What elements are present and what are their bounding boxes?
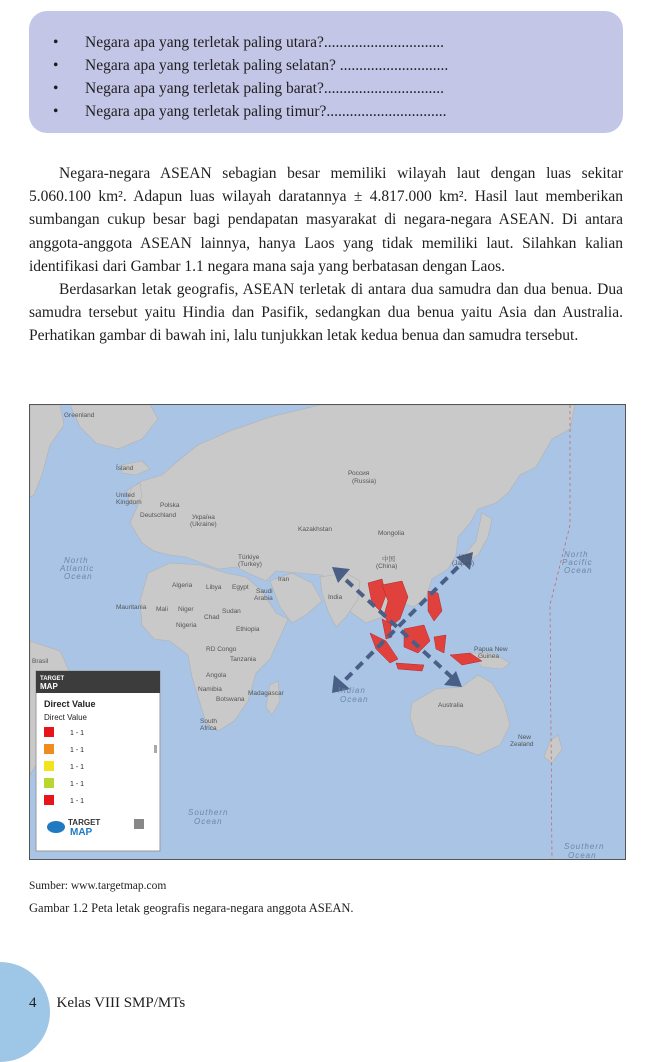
label-drc: RD Congo bbox=[206, 646, 237, 653]
label-ukraine-en: (Ukraine) bbox=[190, 521, 217, 528]
legend-brand-bottom: TARGET bbox=[68, 818, 101, 827]
asean-map bbox=[29, 404, 626, 860]
label-germany: Deutschland bbox=[140, 512, 177, 519]
legend-swatch bbox=[44, 727, 54, 737]
label-uk-2: Kingdom bbox=[116, 499, 142, 506]
body-text bbox=[29, 162, 623, 348]
legend-brand-top-2: MAP bbox=[40, 682, 58, 691]
legend-swatch bbox=[44, 744, 54, 754]
legend-title: Direct Value bbox=[44, 699, 96, 709]
label-southern: Southern bbox=[188, 808, 229, 817]
question-item: • Negara apa yang terletak paling timur?............................... bbox=[53, 100, 623, 123]
question-list bbox=[29, 11, 623, 123]
label-mongolia: Mongolia bbox=[378, 530, 405, 537]
label-angola: Angola bbox=[206, 672, 227, 679]
page-number: 4 bbox=[29, 995, 37, 1011]
label-india: India bbox=[328, 594, 343, 601]
target-logo-icon bbox=[47, 821, 65, 833]
legend-scrollbar[interactable] bbox=[154, 745, 157, 753]
bullet-icon: • bbox=[53, 80, 59, 97]
label-japan-en: (Japan) bbox=[452, 560, 475, 567]
label-southern-right: Southern bbox=[564, 842, 605, 851]
bullet-icon: • bbox=[53, 34, 59, 51]
label-southern-2: Ocean bbox=[194, 817, 223, 826]
label-kazakhstan: Kazakhstan bbox=[298, 526, 332, 533]
legend-item-label: 1 - 1 bbox=[70, 730, 85, 737]
legend-item-label: 1 - 1 bbox=[70, 798, 85, 805]
label-greenland: Greenland bbox=[64, 412, 95, 419]
label-poland: Polska bbox=[160, 502, 180, 509]
label-ethiopia: Ethiopia bbox=[236, 626, 260, 633]
label-new-zealand-2: Zealand bbox=[510, 741, 534, 748]
legend-brand-top: TARGET bbox=[40, 676, 65, 682]
label-south-africa-2: Africa bbox=[200, 725, 217, 732]
legend-swatch bbox=[44, 795, 54, 805]
map-legend bbox=[36, 671, 160, 851]
legend-item-label: 1 - 1 bbox=[70, 764, 85, 771]
book-title: Kelas VIII SMP/MTs bbox=[56, 995, 186, 1011]
image-source: Sumber: www.targetmap.com bbox=[29, 880, 167, 892]
label-sudan: Sudan bbox=[222, 608, 241, 615]
question-item: • Negara apa yang terletak paling selatan? ............................ bbox=[53, 54, 623, 77]
label-uk: United bbox=[116, 492, 135, 499]
legend-item-label: 1 - 1 bbox=[70, 747, 85, 754]
question-item: • Negara apa yang terletak paling utara?............................... bbox=[53, 31, 623, 54]
label-saudi-2: Arabia bbox=[254, 595, 273, 602]
label-japan: 日本 bbox=[458, 554, 471, 561]
label-libya: Libya bbox=[206, 584, 222, 591]
label-southern-right-2: Ocean bbox=[568, 851, 597, 859]
label-russia: Россия bbox=[348, 470, 370, 477]
label-iceland: Ísland bbox=[116, 465, 134, 472]
label-turkey-en: (Turkey) bbox=[238, 561, 262, 568]
paragraph: Negara-negara ASEAN sebagian besar memiliki wilayah laut dengan luas sekitar 5.060.100 km². Adapun luas wilayah daratannya ± 4.817.000 km². Hasil laut memberikan sumbangan cukup besar bagi pendapatan masyarakat di negara-negara ASEAN. Di antara anggota-anggota ASEAN lainnya, hanya Laos yang tidak memiliki laut. Silahkan kalian identifikasi dari Gambar 1.1 negara mana saja yang berbatasan dengan Laos. bbox=[29, 165, 623, 275]
label-ukraine: Україна bbox=[192, 514, 215, 521]
label-north-atlantic-3: Ocean bbox=[64, 572, 93, 581]
label-mauritania: Mauritania bbox=[116, 604, 147, 611]
label-nigeria: Nigeria bbox=[176, 622, 197, 629]
figure-caption: Gambar 1.2 Peta letak geografis negara-negara anggota ASEAN. bbox=[29, 901, 354, 915]
question-item: • Negara apa yang terletak paling barat?............................... bbox=[53, 77, 623, 100]
label-tanzania: Tanzania bbox=[230, 656, 257, 663]
paragraph: Berdasarkan letak geografis, ASEAN terletak di antara dua samudra dan dua benua. Dua samudra tersebut yaitu Hindia dan Pasifik, sedangkan dua benua yaitu Asia dan Australia. Perhatikan gambar di bawah ini, lalu tunjukkan letak kedua benua dan samudra tersebut. bbox=[29, 281, 623, 345]
label-north-atlantic-2: Atlantic bbox=[60, 564, 95, 573]
label-brasil: Brasil bbox=[32, 658, 49, 665]
label-namibia: Namibia bbox=[198, 686, 222, 693]
label-madagascar: Madagascar bbox=[248, 690, 284, 697]
question-box bbox=[29, 11, 623, 133]
label-png-2: Guinea bbox=[478, 653, 499, 660]
bullet-icon: • bbox=[53, 57, 59, 74]
label-egypt: Egypt bbox=[232, 584, 249, 591]
label-north-pacific: North bbox=[564, 550, 589, 559]
page-corner-decoration bbox=[0, 962, 50, 1062]
legend-subtitle: Direct Value bbox=[44, 713, 87, 722]
label-algeria: Algeria bbox=[172, 582, 193, 589]
label-saudi: Saudi bbox=[256, 588, 273, 595]
label-china: 中国 bbox=[382, 556, 395, 563]
label-russia-en: (Russia) bbox=[352, 478, 377, 485]
label-south-africa: South bbox=[200, 718, 217, 725]
label-china-en: (China) bbox=[376, 563, 398, 570]
label-iran: Iran bbox=[278, 576, 290, 583]
legend-swatch bbox=[44, 761, 54, 771]
label-north-pacific-2: Pacific bbox=[562, 558, 593, 567]
label-australia: Australia bbox=[438, 702, 464, 709]
label-north-atlantic: North bbox=[64, 556, 89, 565]
label-niger: Niger bbox=[178, 606, 194, 613]
label-indian-2: Ocean bbox=[340, 695, 369, 704]
label-indian: Indian bbox=[338, 686, 366, 695]
label-turkey: Türkiye bbox=[238, 554, 260, 561]
legend-item-label: 1 - 1 bbox=[70, 781, 85, 788]
label-north-pacific-3: Ocean bbox=[564, 566, 593, 575]
legend-swatch bbox=[44, 778, 54, 788]
label-mali: Mali bbox=[156, 606, 168, 613]
legend-lock-icon[interactable] bbox=[134, 819, 144, 829]
label-botswana: Botswana bbox=[216, 696, 245, 703]
label-new-zealand: New bbox=[518, 734, 532, 741]
page-footer bbox=[29, 995, 185, 1012]
bullet-icon: • bbox=[53, 103, 59, 120]
label-png: Papua New bbox=[474, 646, 508, 653]
legend-brand-bottom-2: MAP bbox=[70, 827, 93, 838]
label-chad: Chad bbox=[204, 614, 220, 621]
